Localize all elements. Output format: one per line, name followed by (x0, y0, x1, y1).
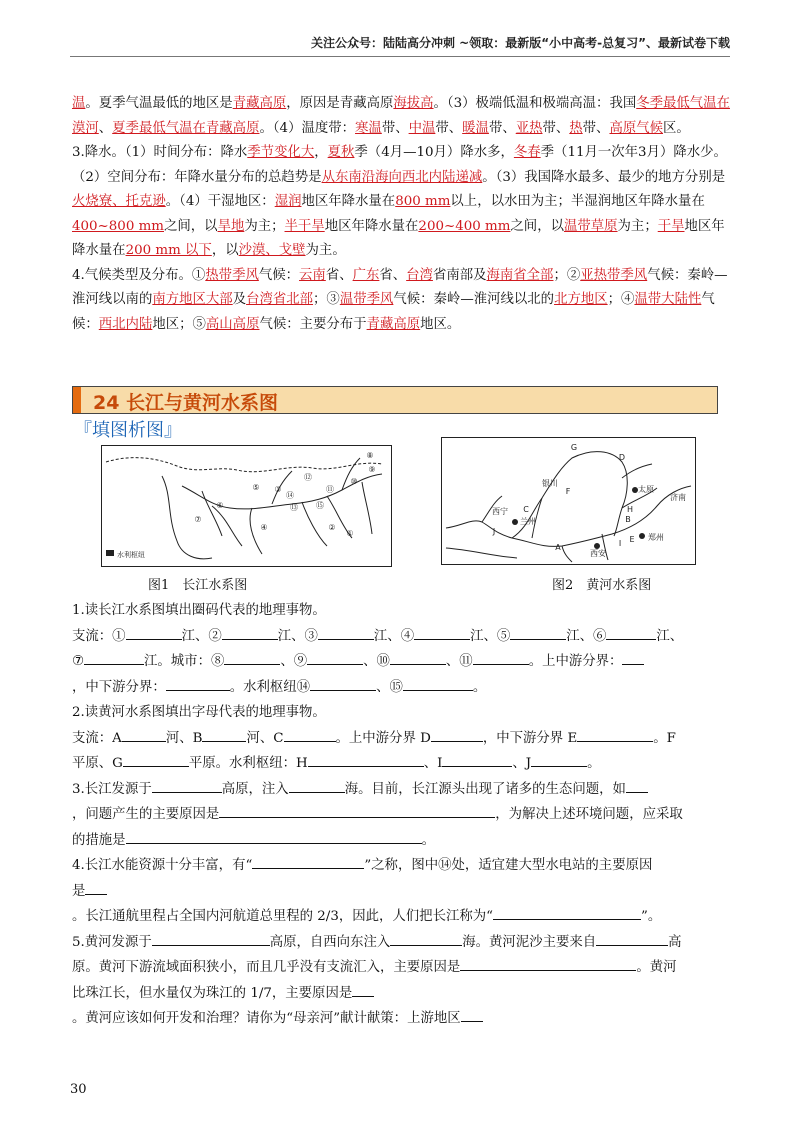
answer: 亚热 (515, 120, 543, 136)
answer-blank[interactable] (390, 650, 446, 665)
text: ，以 (211, 243, 239, 258)
text: ；④ (607, 292, 635, 307)
text: 地区年降水量在 (301, 194, 396, 209)
answer: 冬春 (513, 145, 541, 160)
q5-line (72, 955, 730, 981)
q3-line (72, 828, 730, 854)
map1-label: ① (346, 529, 354, 538)
answer: 400~800 mm (72, 218, 164, 234)
answer-blank[interactable] (126, 829, 422, 844)
yellow-river-map-figure (442, 438, 695, 564)
answer: 温带草原 (563, 218, 618, 234)
answer: 夏季最低气温在青藏高原 (112, 120, 260, 136)
answer: 南方地区大部 (152, 292, 233, 307)
answer-blank[interactable] (84, 650, 144, 665)
text: 地区；⑤ (152, 316, 206, 332)
text: 带、 (435, 120, 463, 136)
text: ；③ (313, 292, 340, 307)
text: 4.气候类型及分布。① (72, 267, 206, 283)
text: 江、 (277, 628, 305, 644)
text: 为主； (244, 218, 285, 234)
text: ， (314, 145, 328, 160)
text: 。长江通航里程占全国内河航道总里程的 2/3，因此，人们把长江称为“ (72, 909, 493, 924)
section-title-bar (72, 386, 718, 414)
text: ④ (400, 628, 415, 644)
text: 气候：秦岭—淮河线以北的 (393, 292, 555, 307)
text: 支流：① (72, 628, 126, 644)
answer-blank[interactable] (318, 625, 374, 640)
text: 江、 (373, 628, 401, 644)
text: 为主。 (305, 243, 346, 258)
text: 平原、G (72, 756, 123, 771)
answer: 台湾 (406, 267, 433, 283)
answer: 温带季风 (339, 292, 394, 307)
text: ② (208, 628, 222, 644)
answer-blank[interactable] (308, 752, 424, 767)
map2-label: 郑州 (648, 533, 664, 542)
map2-label: I (618, 539, 622, 548)
text: 海。目前，长江源头出现了诸多的生态问题，如 (344, 781, 626, 797)
answer-blank[interactable] (403, 676, 473, 691)
text: 海。黄河泥沙主要来自 (462, 934, 597, 950)
text: 气候：主要分布于 (259, 316, 367, 332)
map1-label: ⑤ (252, 483, 260, 492)
text: 、⑮ (376, 679, 403, 695)
answer: 旱地 (217, 218, 245, 234)
answer: 沙漠、戈壁 (238, 243, 306, 258)
map2-label: J (492, 527, 496, 536)
legend (106, 550, 145, 559)
map1-label: ⑭ (286, 491, 294, 500)
map1-label: ⑬ (290, 503, 298, 512)
answer-blank[interactable] (510, 625, 566, 640)
text: 省南部及 (432, 267, 487, 283)
text: 江、 (566, 628, 594, 644)
map1-label: ⑩ (350, 477, 358, 486)
text: ，中下游分界： (72, 679, 166, 695)
text: 及 (232, 292, 247, 307)
text: 地区年降水量在 (324, 218, 419, 234)
answer: 台湾省北部 (246, 292, 314, 307)
text: 。 (587, 756, 601, 771)
q1-heading: 1.读长江水系图填出圈码代表的地理事物。 (72, 603, 326, 618)
answer-blank[interactable] (85, 880, 107, 895)
text: 、⑩ (363, 654, 390, 669)
yangtze-map (101, 445, 392, 567)
answer-blank[interactable] (310, 676, 376, 691)
answer: 干旱 (657, 218, 685, 234)
answer-blank[interactable] (414, 625, 470, 640)
text: 、 (98, 120, 113, 136)
map1-label: ② (328, 523, 336, 532)
text: 江、 (181, 628, 209, 644)
text: 气候：秦岭—淮河线以南的 (72, 267, 728, 307)
text: ⑤ (496, 628, 511, 644)
answer: 季节变化大 (247, 145, 315, 160)
text: 省、 (325, 267, 353, 283)
answer: 200 mm 以下 (125, 243, 212, 258)
map2-label: A (555, 543, 561, 552)
answer-blank[interactable] (442, 752, 512, 767)
answer: 热带季风 (205, 267, 259, 283)
text: ”之称，图中⑭处，适宜建大型水电站的主要原因 (364, 858, 653, 873)
text: 。 (472, 679, 487, 695)
text: 气候： (72, 292, 715, 332)
q5-line (72, 1006, 730, 1032)
text: 4.长江水能资源十分丰富，有“ (72, 858, 253, 873)
q1-line (72, 675, 730, 701)
text: 、I (423, 756, 443, 771)
answer-blank[interactable] (152, 931, 270, 946)
answer: 200~400 mm (418, 218, 511, 234)
text: 高原，注入 (221, 781, 289, 797)
map2-label: 西安 (590, 549, 606, 558)
answer: 热 (569, 120, 583, 136)
text: 气候： (258, 267, 300, 283)
answer: 海拔高 (393, 96, 434, 111)
text: 之间，以 (164, 218, 218, 234)
answer-blank[interactable] (152, 778, 222, 793)
q4-line (72, 879, 730, 905)
text: 带、 (542, 120, 570, 136)
text: 带、 (381, 120, 409, 136)
text: 。水利枢纽⑭ (229, 679, 311, 695)
text: 。（3）极端低温和极端高温：我国 (433, 96, 637, 111)
text: 江、 (656, 628, 684, 644)
text: 、⑨ (280, 654, 308, 669)
answer: 海南省全部 (486, 267, 554, 283)
text: 以上，以水田为主；半湿润地区年降水量在 (450, 194, 705, 209)
text: 为主； (617, 218, 658, 234)
answer-blank[interactable] (606, 625, 656, 640)
map1-label: ⑨ (368, 465, 376, 474)
text: 季（4月—10月）降水多， (354, 145, 514, 160)
text: 。上中游分界 D (335, 730, 431, 746)
answer-blank[interactable] (122, 727, 166, 742)
text: 5.黄河发源于 (72, 934, 152, 950)
answer-blank[interactable] (202, 727, 246, 742)
text: 之间，以 (510, 218, 564, 234)
answer: 中温 (408, 120, 436, 136)
text: 省、 (379, 267, 407, 283)
answer: 火烧寮、托克逊 (72, 194, 166, 209)
answer: 湿润 (274, 194, 302, 209)
answer: 西北内陆 (98, 316, 153, 332)
map1-label: ⑥ (216, 501, 224, 510)
answer-blank[interactable] (222, 625, 278, 640)
figure-caption-yangtze: 图1 长江水系图 (148, 578, 248, 593)
q2-line (72, 751, 730, 777)
q2-line (72, 726, 730, 752)
text: 高原，自西向东注入 (269, 934, 391, 950)
answer: 寒温 (355, 120, 382, 136)
map2-label: 济南 (670, 493, 686, 502)
answer-blank[interactable] (577, 727, 653, 742)
map1-label: ⑦ (194, 515, 202, 524)
page-number: 30 (70, 1082, 87, 1097)
answer-blank[interactable] (461, 1007, 483, 1022)
answer: 半干旱 (284, 218, 325, 234)
header-rule (70, 56, 730, 57)
legend-label: 水利枢纽 (117, 551, 145, 559)
answer: 广东 (352, 267, 380, 283)
text: 平原。水利枢纽：H (188, 756, 308, 771)
text: 。黄河应该如何开发和治理？请你为“母亲河”献计献策：上游地区 (72, 1011, 461, 1026)
text: 。夏季气温最低的地区是 (85, 96, 233, 111)
answer: 亚热带季风 (580, 267, 648, 283)
map1-label: ③ (274, 485, 282, 494)
answer-blank[interactable] (307, 650, 363, 665)
answer-blank[interactable] (123, 752, 189, 767)
text: ③ (304, 628, 318, 644)
q5-line (72, 981, 730, 1007)
map2-label: E (629, 535, 635, 544)
q3-line (72, 777, 730, 803)
answer: 云南 (299, 267, 326, 283)
q4-line (72, 904, 730, 930)
map1-label: ⑫ (304, 473, 312, 482)
map1-label: ④ (260, 523, 268, 532)
map2-label: 太原 (638, 485, 654, 494)
text: 江、 (470, 628, 497, 644)
text: ，问题产生的主要原因是 (72, 807, 220, 822)
q3-line (72, 802, 730, 828)
yangtze-map-figure (102, 446, 391, 566)
text: 区。 (663, 120, 690, 136)
text: 。上中游分界： (528, 654, 623, 669)
text: 3.长江发源于 (72, 781, 152, 797)
text: 是 (72, 883, 86, 899)
text: 原。黄河下游流域面积狭小，而且几乎没有支流汇入，主要原因是 (72, 960, 461, 975)
map1-label: ⑮ (316, 501, 324, 510)
climate-paragraphs (72, 92, 730, 337)
text: 带、 (582, 120, 610, 136)
text: 江。城市：⑧ (144, 654, 225, 669)
q1-line (72, 624, 730, 650)
answer: 夏秋 (327, 145, 355, 160)
questions (72, 598, 730, 1032)
city-marker (512, 519, 518, 525)
text: 的措施是 (72, 832, 126, 848)
q2-heading: 2.读黄河水系图填出字母代表的地理事物。 (72, 705, 326, 720)
q5-line (72, 930, 730, 956)
section-marker (73, 387, 81, 413)
yellow-river-map (441, 437, 696, 565)
text: 支流：A (72, 730, 122, 746)
answer: 冬季最低气温在漠河 (72, 96, 730, 136)
section-subtitle: 『填图析图』 (74, 420, 182, 441)
temperature-paragraph (72, 92, 730, 141)
map2-label: 兰州 (520, 517, 536, 526)
text: 。（4）干湿地区： (165, 194, 275, 209)
text: ，原因是青藏高原 (286, 96, 394, 111)
answer: 从东南沿海向西北内陆递减 (321, 169, 483, 185)
map2-label: B (625, 515, 631, 524)
text: ⑥ (593, 628, 607, 644)
text: 。 (421, 832, 435, 848)
text: 地区。 (420, 316, 461, 332)
answer-blank[interactable] (531, 752, 587, 767)
q4-line (72, 853, 730, 879)
city-marker (639, 533, 645, 539)
page-header: 关注公众号：陆陆高分冲刺 ~领取：最新版“小中高考-总复习”、最新试卷下载 (311, 36, 730, 50)
text: 、⑪ (445, 654, 473, 669)
text: 。（4）温度带： (259, 120, 356, 136)
text: 3.降水。（1）时间分布：降水 (72, 145, 248, 160)
map2-label: D (618, 453, 626, 462)
text: ，为解决上述环境问题，应采取 (495, 807, 683, 822)
text: 带、 (488, 120, 516, 136)
figure-caption-yellow-river: 图2 黄河水系图 (552, 578, 652, 593)
map2-label: 西宁 (492, 507, 508, 516)
answer-blank[interactable] (126, 625, 182, 640)
answer-blank[interactable] (622, 650, 644, 665)
answer: 高山高原 (205, 316, 260, 332)
answer-blank[interactable] (473, 650, 529, 665)
text: 地区年降水量在 (72, 218, 725, 258)
answer: 温 (72, 96, 86, 111)
text: ⑦ (72, 654, 85, 669)
text: 。黄河 (636, 960, 677, 975)
q1-line (72, 649, 730, 675)
text: ”。 (640, 909, 662, 924)
answer-blank[interactable] (289, 778, 345, 793)
answer: 青藏高原 (366, 316, 421, 332)
answer: 暖温 (462, 120, 489, 136)
text: ；② (553, 267, 581, 283)
map1-label: ⑪ (326, 485, 334, 494)
answer-blank[interactable] (166, 676, 230, 691)
text: 河、C (246, 730, 284, 746)
answer-blank[interactable] (596, 931, 668, 946)
map2-label: C (523, 505, 529, 514)
map2-label: G (570, 443, 578, 452)
text: 、J (512, 756, 532, 771)
text: 。（3）我国降水最多、最少的地方分别是 (482, 169, 726, 185)
answer-blank[interactable] (460, 956, 636, 971)
text: 比珠江长，但水量仅为珠江的 1/7，主要原因是 (72, 985, 353, 1001)
answer-blank[interactable] (626, 778, 648, 793)
answer-blank[interactable] (493, 905, 641, 920)
answer-blank[interactable] (252, 854, 364, 869)
answer: 温带大陆性 (634, 292, 702, 307)
answer: 高原气候 (609, 120, 664, 136)
section-title: 24 长江与黄河水系图 (93, 392, 279, 414)
answer-blank[interactable] (352, 982, 374, 997)
text: 季（11月一次年3月）降水少。（2）空间分布：年降水量分布的总趋势是 (72, 145, 727, 185)
answer: 800 mm (395, 194, 451, 209)
answer: 北方地区 (554, 292, 608, 307)
map2-label: 银川 (542, 479, 558, 488)
answer-blank[interactable] (284, 727, 336, 742)
answer-blank[interactable] (219, 803, 495, 818)
climate-type-paragraph (72, 264, 730, 338)
answer-blank[interactable] (431, 727, 483, 742)
map1-label: ⑧ (366, 451, 374, 460)
text: ，中下游分界 E (482, 730, 578, 746)
answer: 青藏高原 (232, 96, 287, 111)
text: 河、B (165, 730, 203, 746)
answer-blank[interactable] (390, 931, 462, 946)
precipitation-paragraph (72, 141, 730, 264)
answer-blank[interactable] (224, 650, 280, 665)
map2-label: H (626, 505, 634, 514)
text: 。F (653, 730, 676, 746)
map2-label: F (565, 487, 571, 496)
text: 高 (668, 934, 682, 950)
